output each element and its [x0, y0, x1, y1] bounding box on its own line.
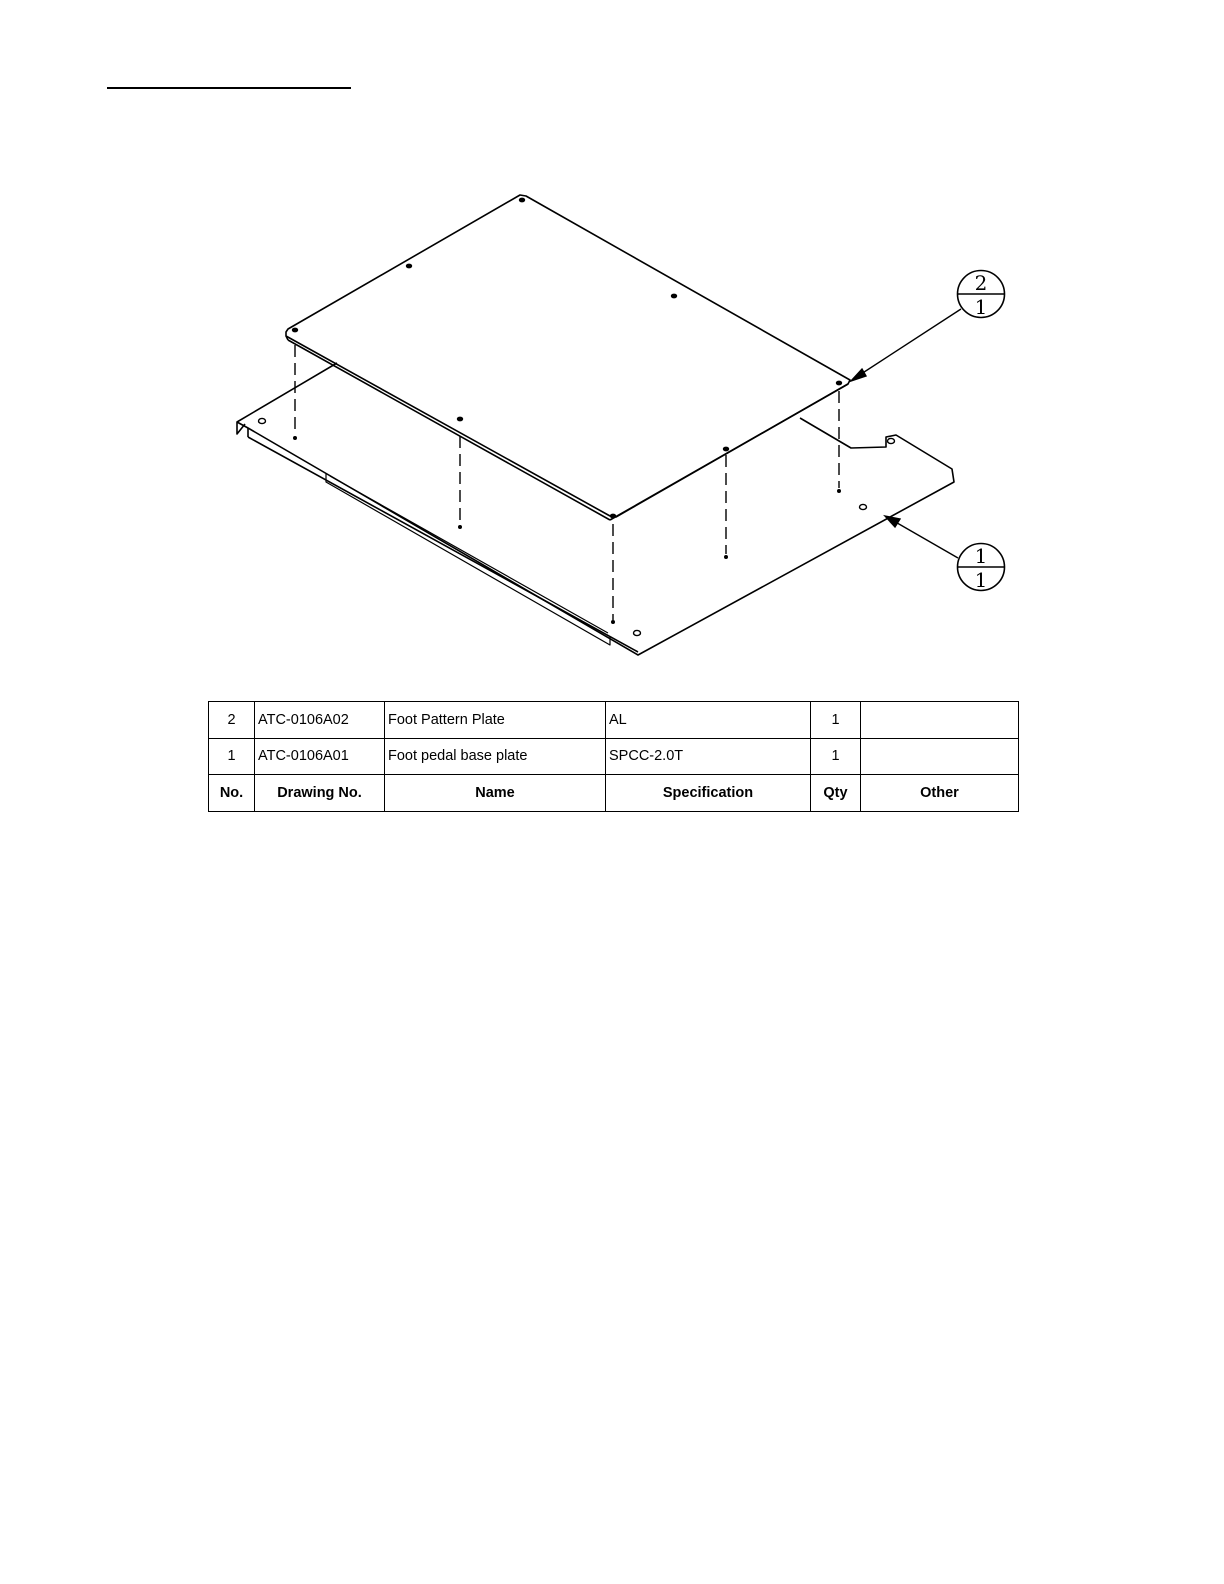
header-drawing-no: Drawing No. — [255, 775, 385, 812]
top-plate — [286, 195, 850, 520]
header-name: Name — [385, 775, 606, 812]
balloon-part-2 — [958, 271, 1005, 320]
header-no: No. — [209, 775, 255, 812]
balloon-part-2-bottom: 1 — [974, 295, 988, 319]
table-row — [209, 702, 1019, 739]
cell-name: Foot pedal base plate — [385, 738, 606, 775]
balloon-part-1-top: 1 — [974, 544, 988, 568]
cell-qty: 1 — [811, 702, 861, 739]
balloon-part-1-bottom: 1 — [974, 568, 988, 592]
top-plate-holes — [292, 198, 842, 519]
cell-name: Foot Pattern Plate — [385, 702, 606, 739]
leader-lines — [851, 309, 961, 558]
cell-other — [861, 702, 1019, 739]
cell-drawing-no: ATC-0106A01 — [255, 738, 385, 775]
base-plate — [237, 363, 954, 655]
table-row — [209, 738, 1019, 775]
header-specification: Specification — [606, 775, 811, 812]
exploded-assembly-drawing — [0, 0, 1224, 700]
balloon-part-1 — [958, 544, 1005, 593]
cell-drawing-no: ATC-0106A02 — [255, 702, 385, 739]
cell-other — [861, 738, 1019, 775]
table-header-row — [209, 775, 1019, 812]
base-plate-fastener-points — [293, 436, 841, 624]
base-plate-holes — [259, 418, 895, 635]
cell-qty: 1 — [811, 738, 861, 775]
header-qty: Qty — [811, 775, 861, 812]
bill-of-materials-table — [208, 701, 1019, 812]
cell-no: 1 — [209, 738, 255, 775]
cell-spec: AL — [606, 702, 811, 739]
cell-spec: SPCC-2.0T — [606, 738, 811, 775]
cell-no: 2 — [209, 702, 255, 739]
header-other: Other — [861, 775, 1019, 812]
balloon-part-2-top: 2 — [974, 271, 988, 295]
